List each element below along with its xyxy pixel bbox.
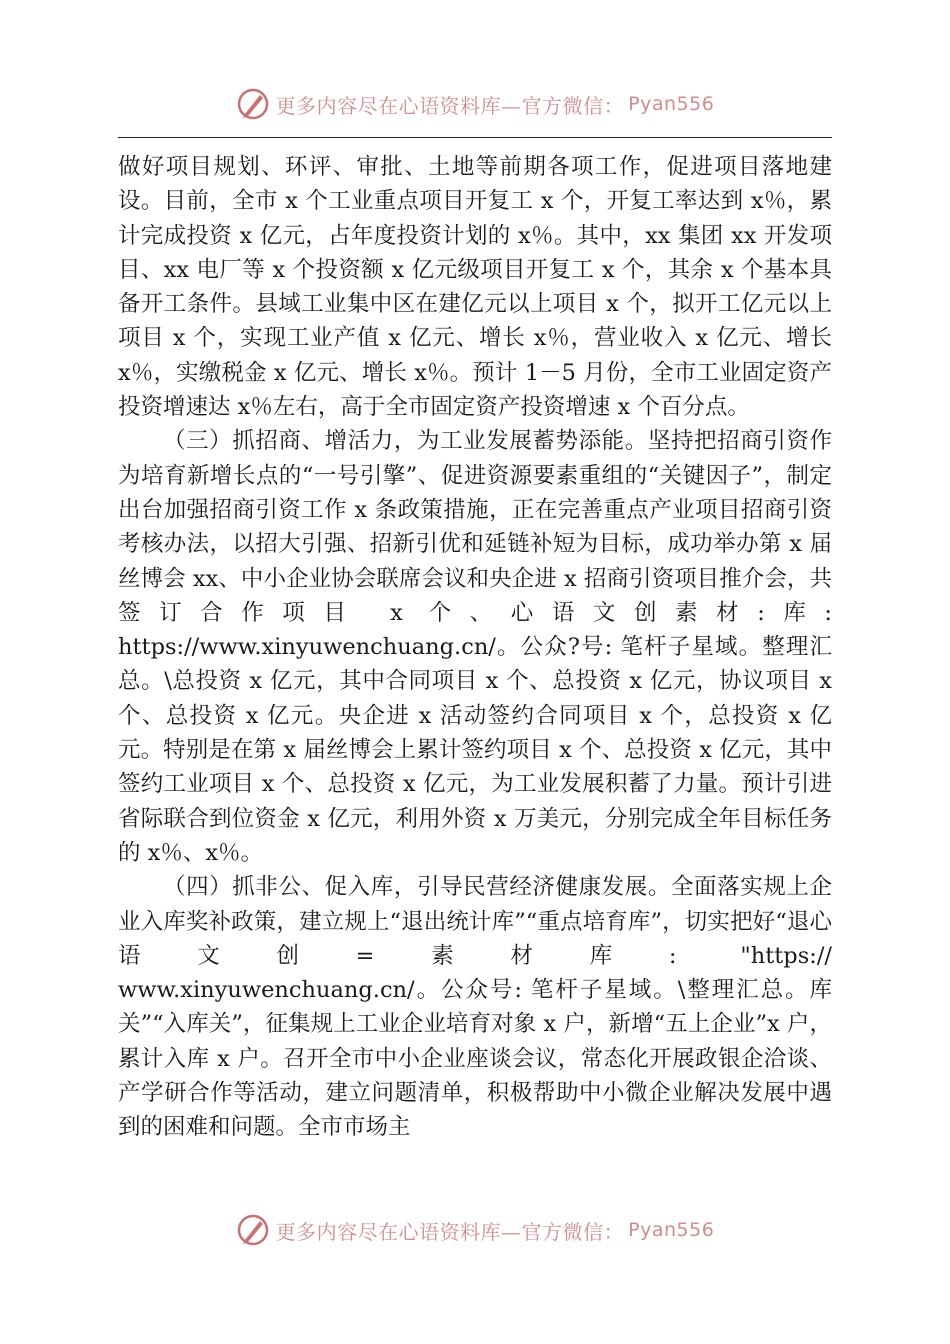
pen-logo-icon: [236, 87, 270, 121]
watermark-banner-top: [0, 84, 950, 124]
watermark-account: Pyan556: [628, 1219, 715, 1241]
header-rule: [118, 137, 832, 138]
watermark-text: 更多内容尽在心语资料库—官方微信：: [275, 93, 625, 118]
watermark-banner-bottom: [0, 1210, 950, 1250]
pen-logo-icon: [236, 1213, 270, 1247]
watermark-account: Pyan556: [628, 93, 715, 115]
paragraph-2: （三）抓招商、增活力，为工业发展蓄势添能。坚持把招商引资作为培育新增长点的“一号引擎”、促进资源要素重组的“关键因子”，制定出台加强招商引资工作 x 条政策措施，正在完善重点产业项目招商引资考核办法，以招大引强、招新引优和延链补短为目标，成功举办第 x 届丝博会 xx、中小企业协会联席会议和央企进 x 招商引资项目推介会，共签订合作项目 x 个、心语文创素材:库: https://www.xinyuwenchuang.cn/。公众?号: 笔杆子星域。整理汇总。\总投资 x 亿元，其中合同项目 x 个、总投资 x 亿元，协议项目 x 个、总投资 x 亿元。央企进 x 活动签约合同项目 x 个，总投资 x 亿元。特别是在第 x 届丝博会上累计签约项目 x 个、总投资 x 亿元，其中签约工业项目 x 个、总投资 x 亿元，为工业发展积蓄了力量。预计引进省际联合到位资金 x 亿元，利用外资 x 万美元，分别完成全年目标任务的 x％、x％。: [118, 428, 832, 866]
watermark-text: 更多内容尽在心语资料库—官方微信：: [275, 1219, 625, 1244]
paragraph-1: 做好项目规划、环评、审批、土地等前期各项工作，促进项目落地建设。目前，全市 x 个工业重点项目开复工 x 个，开复工率达到 x％，累计完成投资 x 亿元，占年度投资计划的 x％。其中，xx 集团 xx 开发项目、xx 电厂等 x 个投资额 x 亿元级项目开复工 x 个，其余 x 个基本具备开工条件。县域工业集中区在建亿元以上项目 x 个，拟开工亿元以上项目 x 个，实现工业产值 x 亿元、增长 x％，营业收入 x 亿元、增长 x％，实缴税金 x 亿元、增长 x％。预计 1－5 月份，全市工业固定资产投资增速达 x％左右，高于全市固定资产投资增速 x 个百分点。: [118, 154, 832, 421]
paragraph-4: www.xinyuwenchuang.cn/。公众号: 笔杆子星域。\整理汇总。库关”“入库关”，征集规上工业企业培育对象 x 户，新增“五上企业”x 户，累计入库 x 户。召开全市中小企业座谈会议，常态化开展政银企洽谈、产学研合作等活动，建立问题清单，积极帮助中小微企业解决发展中遇到的困难和问题。全市市场主: [118, 977, 832, 1141]
document-body: [118, 150, 832, 1200]
paragraph-3: （四）抓非公、促入库，引导民营经济健康发展。全面落实规上企业入库奖补政策，建立规上“退出统计库”“重点培育库”，切实把好“退心语文创=素材库: "https://: [118, 874, 832, 969]
